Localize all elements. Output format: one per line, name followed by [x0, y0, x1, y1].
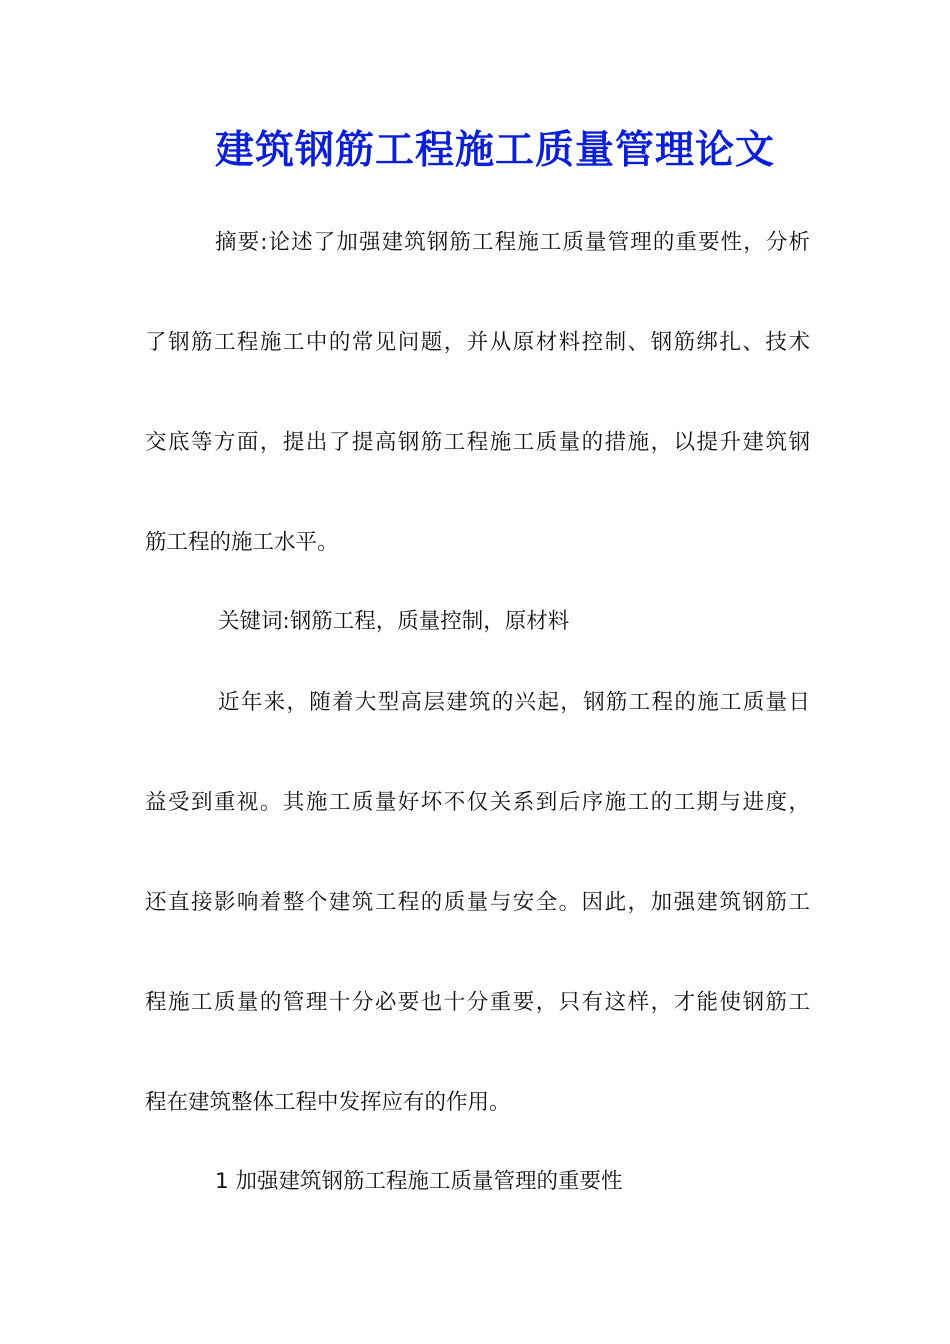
abstract-line-2: 了钢筋工程施工中的常见问题，并从原材料控制、钢筋绑扎、技术 [145, 330, 810, 355]
intro-line-1: 近年来，随着大型高层建筑的兴起，钢筋工程的施工质量日 [218, 690, 810, 715]
section-heading-1: 1 加强建筑钢筋工程施工质量管理的重要性 [215, 1169, 623, 1194]
document-title: 建筑钢筋工程施工质量管理论文 [214, 127, 775, 173]
abstract-line-4: 筋工程的施工水平。 [145, 530, 339, 555]
abstract-line-3: 交底等方面，提出了提高钢筋工程施工质量的措施，以提升建筑钢 [145, 430, 810, 455]
abstract-line-1: 摘要:论述了加强建筑钢筋工程施工质量管理的重要性，分析 [215, 230, 810, 255]
intro-line-4: 程施工质量的管理十分必要也十分重要，只有这样，才能使钢筋工 [145, 990, 810, 1015]
intro-line-5: 程在建筑整体工程中发挥应有的作用。 [145, 1090, 511, 1115]
keywords-line: 关键词:钢筋工程，质量控制，原材料 [218, 609, 570, 634]
intro-line-3: 还直接影响着整个建筑工程的质量与安全。因此，加强建筑钢筋工 [145, 890, 810, 915]
intro-line-2: 益受到重视。其施工质量好坏不仅关系到后序施工的工期与进度， [145, 790, 810, 815]
